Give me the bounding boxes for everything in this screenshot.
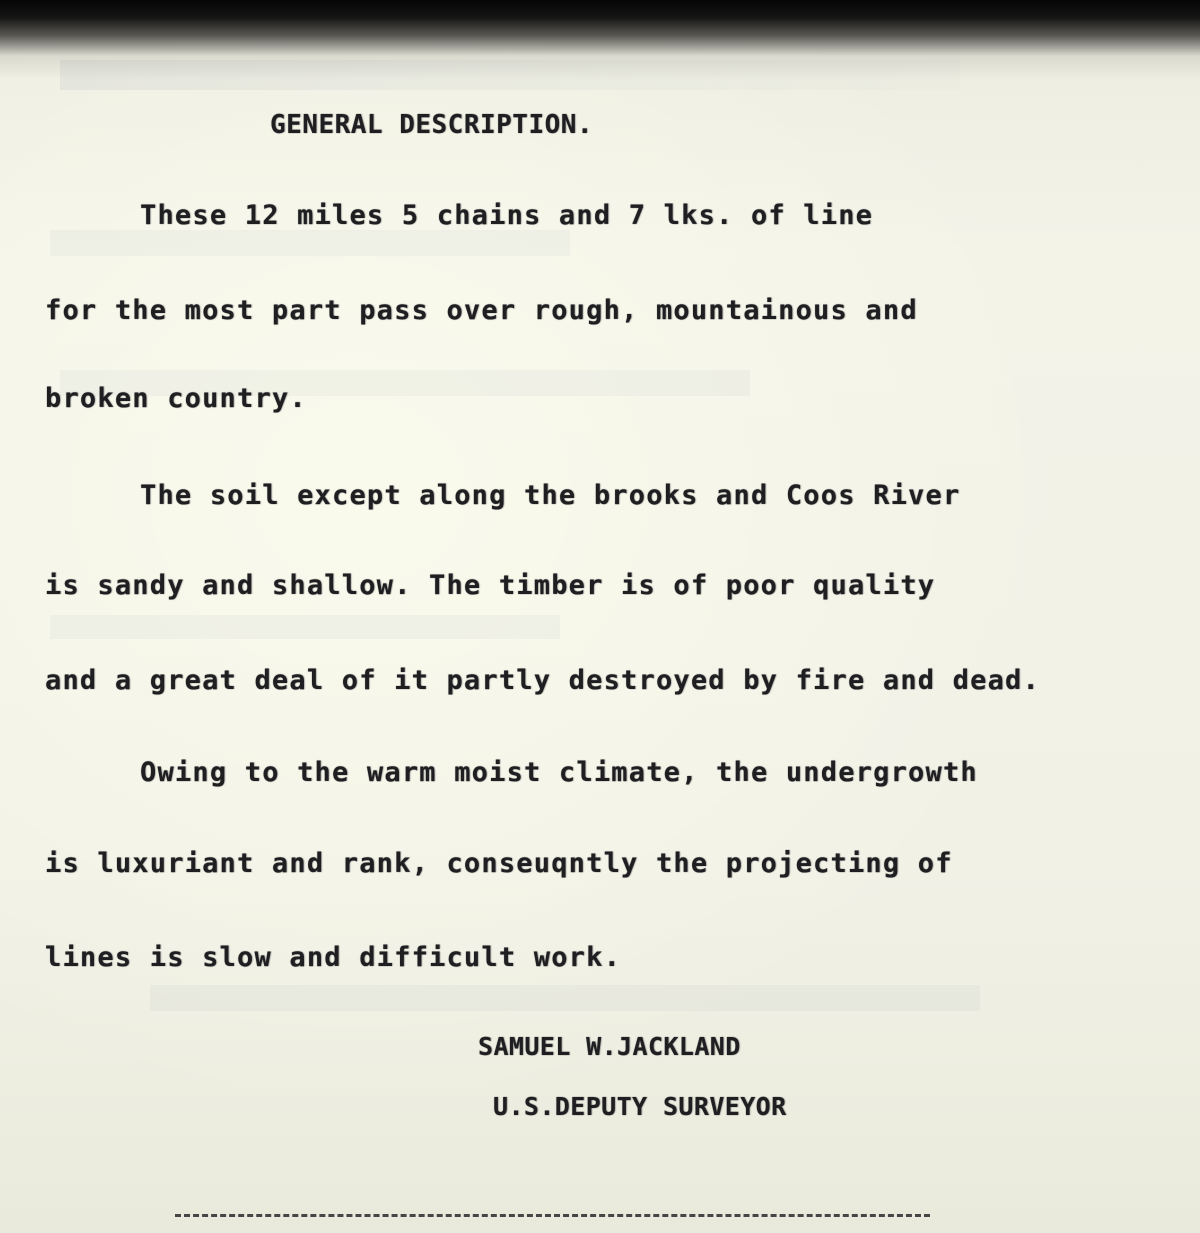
bleed-through-smudge xyxy=(50,615,560,639)
surveyor-title: U.S.DEPUTY SURVEYOR xyxy=(493,1092,787,1121)
body-line: Owing to the warm moist climate, the undergrowth xyxy=(140,757,978,788)
dashed-divider xyxy=(175,1214,930,1217)
body-line: broken country. xyxy=(45,383,307,414)
surveyor-name: SAMUEL W.JACKLAND xyxy=(478,1032,741,1061)
bleed-through-smudge xyxy=(150,985,980,1011)
body-line: for the most part pass over rough, mountainous and xyxy=(45,295,918,326)
body-line: is sandy and shallow. The timber is of poor quality xyxy=(45,570,936,601)
body-line: lines is slow and difficult work. xyxy=(45,942,622,973)
document-heading: GENERAL DESCRIPTION. xyxy=(270,110,594,140)
bleed-through-smudge xyxy=(60,60,960,90)
body-line: and a great deal of it partly destroyed by fire and dead. xyxy=(45,665,1040,696)
body-line: The soil except along the brooks and Coos River xyxy=(140,480,961,511)
body-line: is luxuriant and rank, conseuqntly the projecting of xyxy=(45,848,953,879)
bleed-through-smudge xyxy=(50,230,570,256)
body-line: These 12 miles 5 chains and 7 lks. of line xyxy=(140,200,874,231)
